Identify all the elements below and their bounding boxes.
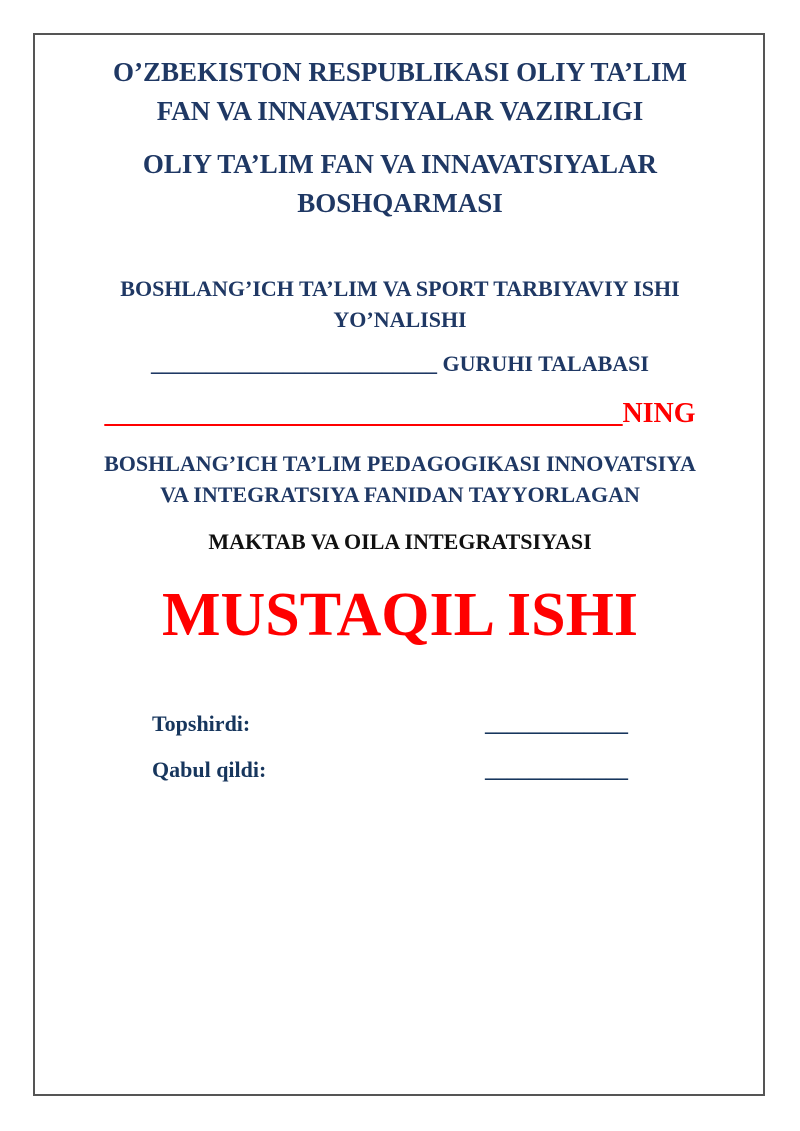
accepted-by-label: Qabul qildi: xyxy=(152,757,267,782)
group-blank: __________________________ xyxy=(151,351,438,376)
submitted-by-label: Topshirdi: xyxy=(152,711,251,736)
student-name-blank: _____________________________________ xyxy=(104,398,623,429)
direction-line-2: YO’NALISHI xyxy=(333,307,467,332)
ministry-line-2: FAN VA INNAVATSIYALAR VAZIRLIGI xyxy=(156,96,644,126)
student-suffix: NING xyxy=(622,398,696,429)
ministry-line-1: O’ZBEKISTON RESPUBLIKASI OLIY TA’LIM xyxy=(113,57,687,87)
topic-title: MAKTAB VA OILA INTEGRATSIYASI xyxy=(208,529,592,554)
student-line xyxy=(0,398,800,430)
directorate-line-1: OLIY TA’LIM FAN VA INNAVATSIYALAR xyxy=(142,149,658,179)
accepted-by-blank: _____________ xyxy=(485,757,628,782)
group-label: GURUHI TALABASI xyxy=(437,351,649,376)
directorate-line-2: BOSHQARMASI xyxy=(297,188,503,218)
subject-line-2: VA INTEGRATSIYA FANIDAN TAYYORLAGAN xyxy=(160,482,640,507)
submitted-by-blank: _____________ xyxy=(485,711,628,736)
document-type-title: MUSTAQIL ISHI xyxy=(161,581,639,649)
group-line xyxy=(0,351,800,377)
direction-line-1: BOSHLANG’ICH TA’LIM VA SPORT TARBIYAVIY ISHI xyxy=(120,276,680,301)
subject-line-1: BOSHLANG’ICH TA’LIM PEDAGOGIKASI INNOVATSIYA xyxy=(104,451,696,476)
